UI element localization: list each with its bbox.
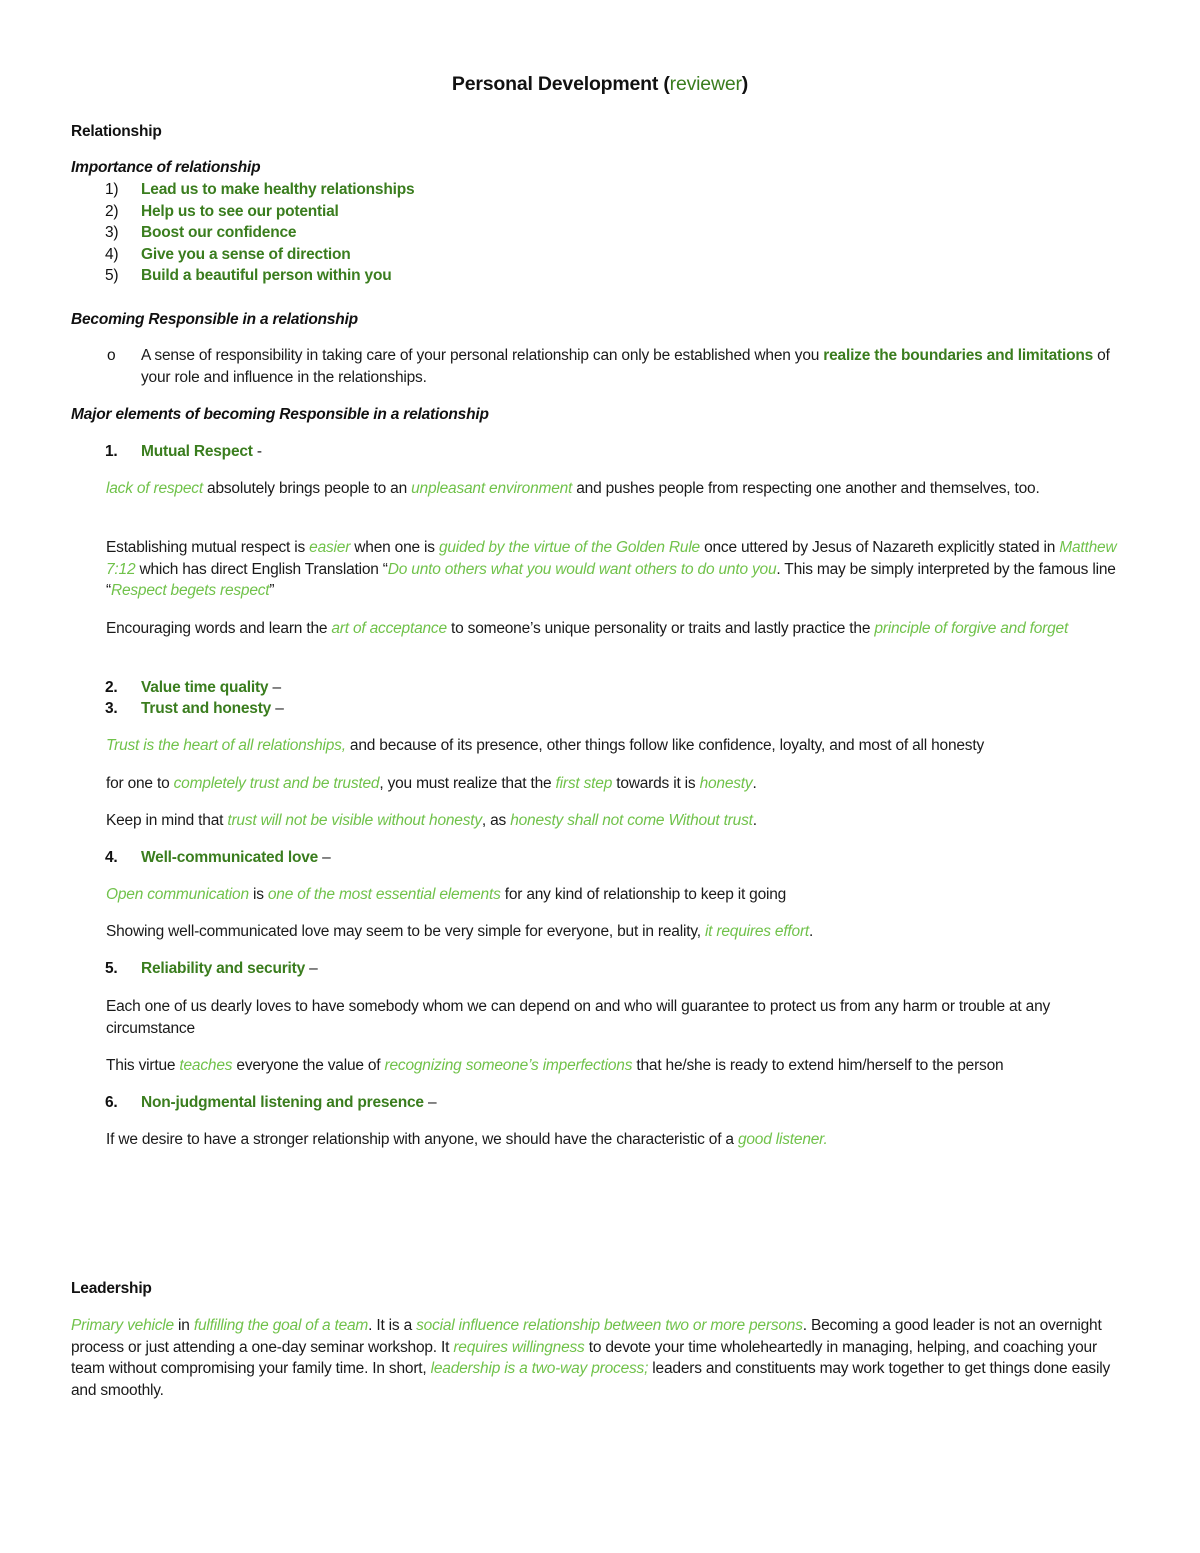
paragraph-responsibility: A sense of responsibility in taking care of your personal relationship can only be established when you realize the boundaries and limitations of your role and influence in the relationships. — [141, 347, 1110, 386]
element-number: 4. — [105, 849, 118, 866]
subheading-becoming-responsible: Becoming Responsible in a relationship — [71, 311, 358, 328]
element-number: 2. — [105, 679, 118, 696]
list-item: Help us to see our potential — [141, 203, 339, 220]
paragraph: lack of respect absolutely brings people to an unpleasant environment and pushes people from respecting one another and themselves, too. — [106, 480, 1040, 497]
list-item: Give you a sense of direction — [141, 246, 351, 263]
paragraph: Each one of us dearly loves to have somebody whom we can depend on and who will guarantee to protect us from any harm or trouble at any circumstance — [106, 998, 1051, 1037]
paragraph-leadership: Primary vehicle in fulfilling the goal of a team. It is a social influence relationship between two or more persons. Becoming a good leader is not an overnight process or just attending a one-day seminar workshop. It requires willingness to devote your time wholeheartedly in managing, helping, and coaching your team without compromising your family time. In short, leadership is a two-way process; leaders and constituents may work together to get things done easily and smoothly. — [71, 1317, 1111, 1399]
list-item: Lead us to make healthy relationships — [141, 181, 415, 198]
paragraph: Trust is the heart of all relationships, and because of its presence, other things follow like confidence, loyalty, and most of all honesty — [106, 737, 985, 754]
element-number: 5. — [105, 960, 118, 977]
paragraph: for one to completely trust and be trusted, you must realize that the first step towards it is honesty. — [106, 775, 757, 792]
page-title: Personal Development (reviewer) — [451, 73, 749, 95]
list-item: Boost our confidence — [141, 224, 297, 241]
list-number: 3) — [105, 224, 119, 241]
element-heading-listening: Non-judgmental listening and presence – — [141, 1094, 437, 1111]
element-number: 6. — [105, 1094, 118, 1111]
list-number: 5) — [105, 267, 119, 284]
list-number: 2) — [105, 203, 119, 220]
list-item: Build a beautiful person within you — [141, 267, 392, 284]
section-heading-relationship: Relationship — [71, 123, 162, 140]
paragraph: If we desire to have a stronger relationship with anyone, we should have the characteristic of a good listener. — [106, 1131, 828, 1148]
paragraph: Keep in mind that trust will not be visible without honesty, as honesty shall not come Without trust. — [106, 812, 757, 829]
element-heading-mutual-respect: Mutual Respect - — [141, 443, 262, 460]
paragraph: Open communication is one of the most essential elements for any kind of relationship to keep it going — [106, 886, 787, 903]
paragraph: Showing well-communicated love may seem to be very simple for everyone, but in reality, it requires effort. — [106, 923, 814, 940]
list-number: 1) — [105, 181, 119, 198]
paragraph: Establishing mutual respect is easier when one is guided by the virtue of the Golden Rule once uttered by Jesus of Nazareth explicitly stated in Matthew 7:12 which has direct English Translation “Do unto others what you would want others to do unto you. This may be simply interpreted by the famous line “Respect begets respect” — [106, 539, 1117, 599]
element-heading-reliability: Reliability and security – — [141, 960, 318, 977]
element-number: 1. — [105, 443, 118, 460]
title-accent: reviewer — [669, 73, 742, 95]
paragraph: Encouraging words and learn the art of acceptance to someone’s unique personality or traits and lastly practice the principle of forgive and forget — [106, 620, 1069, 637]
bullet-marker: o — [107, 347, 116, 364]
element-heading-value-time: Value time quality – — [141, 679, 281, 696]
subheading-major-elements: Major elements of becoming Responsible in a relationship — [71, 406, 489, 423]
element-heading-trust-honesty: Trust and honesty – — [141, 700, 284, 717]
element-number: 3. — [105, 700, 118, 717]
list-number: 4) — [105, 246, 119, 263]
section-heading-leadership: Leadership — [71, 1280, 152, 1297]
element-heading-communicated-love: Well-communicated love – — [141, 849, 331, 866]
subheading-importance: Importance of relationship — [71, 159, 261, 176]
paragraph: This virtue teaches everyone the value of recognizing someone’s imperfections that he/she is ready to extend him/herself to the person — [106, 1057, 1004, 1074]
